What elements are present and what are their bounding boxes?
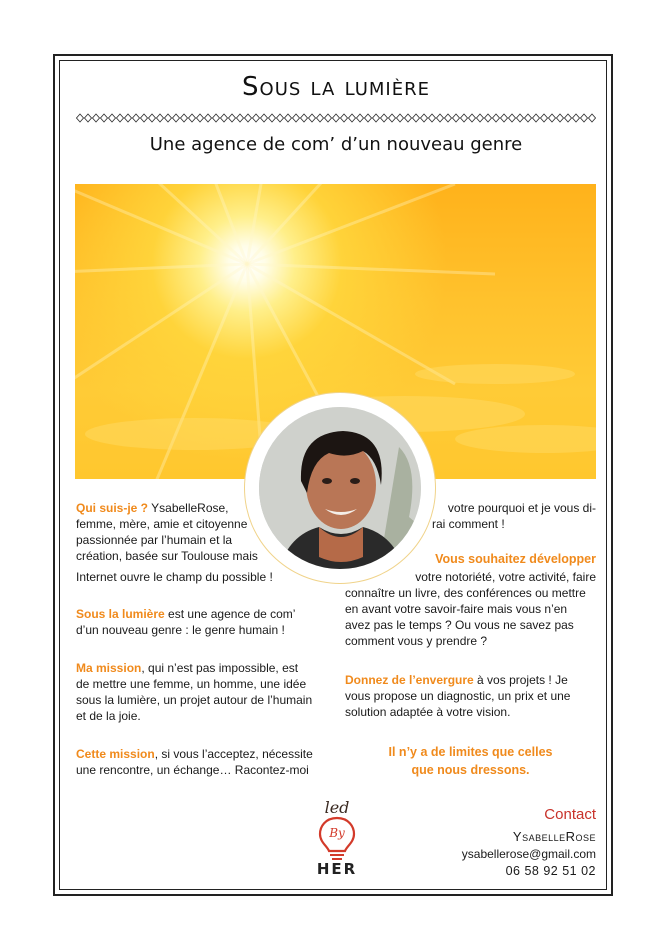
envergure-line-2: vous propose un diagnostic, un prix et une (345, 689, 571, 703)
mission-line-1: Ma mission, qui n’est pas impossible, est (76, 661, 299, 675)
continuation-line-1: votre pourquoi et je vous di- (447, 501, 596, 515)
contact-name: YsabelleRose (512, 829, 596, 844)
slogan-line-2: que nous dressons. (411, 763, 530, 777)
contact-phone[interactable]: 06 58 92 51 02 (505, 864, 596, 878)
develop-line-4: avez pas le temps ? Ou vous ne savez pas (345, 618, 574, 632)
page-title: Sous la lumière (242, 72, 430, 102)
logo-led-text: led (324, 798, 350, 817)
intro-line-5: Internet ouvre le champ du possible ! (76, 570, 273, 584)
envergure-line-3: solution adaptée à votre vision. (345, 705, 511, 719)
intro-line-3: passionnée par l’humain et la (76, 533, 233, 547)
diamond-divider (76, 113, 596, 123)
portrait-photo (259, 407, 421, 569)
envergure-line-1: Donnez de l’envergure à vos projets ! Je (345, 673, 568, 687)
develop-line-1: votre notoriété, votre activité, faire (415, 570, 596, 584)
contact-email[interactable]: ysabellerose@gmail.com (461, 847, 596, 861)
intro-line-2: femme, mère, amie et citoyenne (76, 517, 248, 531)
develop-heading: Vous souhaitez développer (435, 552, 596, 566)
intro-line-4: création, basée sur Toulouse mais (76, 549, 258, 563)
intro-line-1: Qui suis-je ? YsabelleRose, (76, 501, 229, 515)
agency-line-1: Sous la lumière est une agence de com’ (76, 607, 296, 621)
led-by-her-logo (306, 798, 368, 880)
develop-line-2: connaître un livre, des conférences ou mettre (345, 586, 586, 600)
develop-line-3: en avant votre savoir-faire mais vous n’en (345, 602, 568, 616)
agency-line-2: d’un nouveau genre : le genre humain ! (76, 623, 285, 637)
logo-her-text: HER (316, 860, 358, 878)
continuation-line-2: rai comment ! (432, 517, 505, 531)
contact-label: Contact (544, 806, 596, 823)
mission-line-2: de mettre une femme, un homme, une idée (76, 677, 307, 691)
logo-by-text: By (329, 826, 345, 840)
mission-line-3: sous la lumière, un projet autour de l’humain (76, 693, 313, 707)
slogan-line-1: Il n’y a de limites que celles (388, 745, 553, 759)
cette-mission-line-1: Cette mission, si vous l’acceptez, nécessite (76, 747, 313, 761)
page-subtitle: Une agence de com’ d’un nouveau genre (149, 134, 523, 155)
develop-line-5: comment vous y prendre ? (345, 634, 488, 648)
cette-mission-line-2: une rencontre, un échange… Racontez-moi (76, 763, 309, 777)
mission-line-4: et de la joie. (76, 709, 141, 723)
